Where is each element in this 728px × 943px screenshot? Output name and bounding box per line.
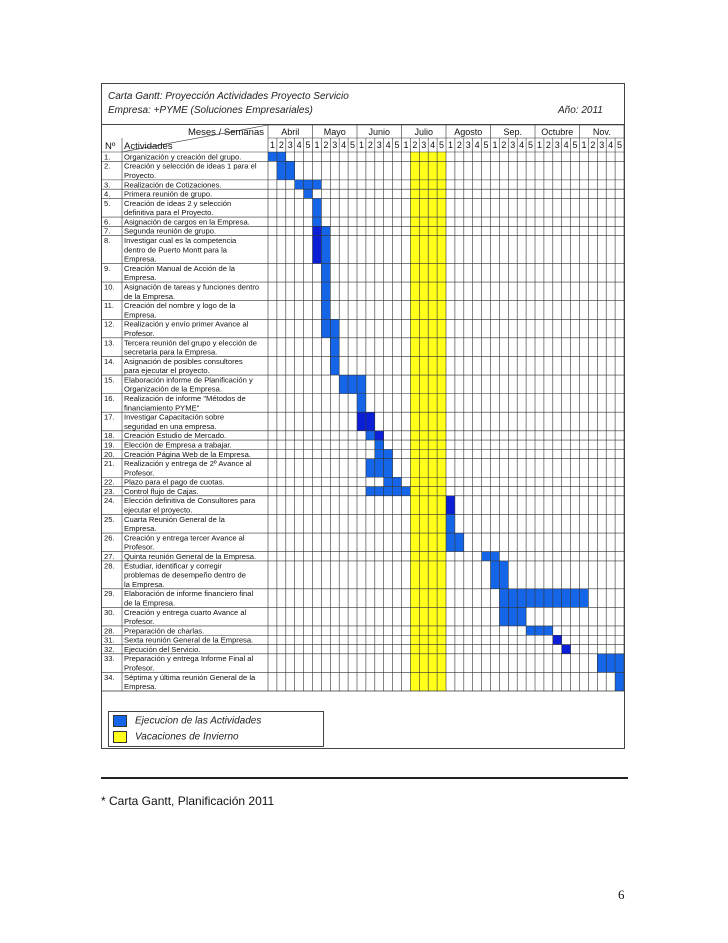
activity-label: Preparación y entrega Informe Final al xyxy=(124,654,254,664)
activity-bar xyxy=(313,198,322,217)
activity-bar xyxy=(535,589,544,608)
activity-label: Sexta reunión General de la Empresa. xyxy=(124,635,254,645)
activity-bar xyxy=(304,180,313,189)
activity-label: Creación del nombre y logo de la xyxy=(124,301,236,311)
activity-number: 24. xyxy=(104,496,115,506)
activity-bar xyxy=(295,180,304,189)
activity-bar xyxy=(357,375,366,394)
activity-bar xyxy=(446,514,455,533)
chart-subtitle: Empresa: +PYME (Soluciones Empresariales) xyxy=(108,105,313,116)
activity-label: Creación de ideas 2 y selección xyxy=(124,198,232,208)
activity-number: 3. xyxy=(104,180,111,190)
week-label: 3 xyxy=(421,140,427,150)
week-label: 2 xyxy=(323,140,329,150)
activity-label: para ejecutar el proyecto. xyxy=(124,366,210,376)
week-label: 3 xyxy=(287,140,293,150)
activity-label: Profesor. xyxy=(124,328,155,338)
activity-label: Quinta reunión General de la Empresa. xyxy=(124,552,257,562)
week-label: 4 xyxy=(563,140,569,150)
activity-bar xyxy=(597,654,606,673)
activity-number: 21. xyxy=(104,459,115,469)
activity-bar xyxy=(277,161,286,180)
week-label: 3 xyxy=(376,140,382,150)
activity-bar xyxy=(508,607,517,626)
activity-bar xyxy=(535,626,544,635)
week-label: 2 xyxy=(456,140,462,150)
activity-label: Asignación de posibles consultores xyxy=(124,356,243,366)
activity-label: Realización y envío primer Avance al xyxy=(124,319,249,329)
activity-label: Estudiar, identificar y corregir xyxy=(124,561,222,571)
activity-bar xyxy=(580,589,589,608)
activity-bar xyxy=(375,440,384,449)
activity-bar xyxy=(304,189,313,198)
week-label: 4 xyxy=(430,140,436,150)
legend-label-execution: Ejecucion de las Actividades xyxy=(135,715,262,727)
activity-bar xyxy=(544,626,553,635)
activity-bar xyxy=(402,487,411,496)
month-label: Nov. xyxy=(592,127,611,137)
activity-number: 29. xyxy=(104,589,115,599)
activity-bar xyxy=(491,552,500,561)
activity-label: Asignación de tareas y funciones dentro xyxy=(124,282,260,292)
activity-label: Investigar cual es la competencia xyxy=(124,236,237,246)
activity-number: 4. xyxy=(104,189,111,199)
activity-number: 18. xyxy=(104,431,115,441)
activity-bar xyxy=(606,654,615,673)
week-label: 3 xyxy=(332,140,338,150)
activity-label: la Empresa. xyxy=(124,579,165,589)
activity-bar xyxy=(384,477,393,486)
activity-bar xyxy=(384,459,393,478)
month-label: Sep. xyxy=(503,127,523,137)
week-label: 5 xyxy=(305,140,311,150)
activity-number: 16. xyxy=(104,394,115,404)
activity-label: Elaboración de informe financiero final xyxy=(124,589,254,599)
week-label: 3 xyxy=(465,140,471,150)
legend-item-execution xyxy=(113,715,261,727)
activity-bar xyxy=(375,487,384,496)
week-label: 5 xyxy=(439,140,445,150)
activity-label: Profesor. xyxy=(124,663,155,673)
activity-label: seguridad en una empresa. xyxy=(124,421,217,431)
activity-bar xyxy=(553,589,562,608)
week-label: 1 xyxy=(536,140,542,150)
legend xyxy=(108,711,324,747)
chart-year: Año: 2011 xyxy=(558,105,603,116)
activity-bar xyxy=(446,496,455,515)
activity-number: 28. xyxy=(104,561,115,571)
activity-number: 8. xyxy=(104,236,111,246)
gantt-grid xyxy=(102,84,624,704)
week-label: 5 xyxy=(528,140,534,150)
activity-bar xyxy=(508,589,517,608)
activity-label: Realización y entrega de 2º Avance al xyxy=(124,459,252,469)
legend-label-vacation: Vacaciones de Invierno xyxy=(135,731,239,743)
legend-swatch-execution xyxy=(113,715,127,727)
month-label: Mayo xyxy=(323,127,346,137)
week-label: 2 xyxy=(278,140,284,150)
activity-label: de la Empresa. xyxy=(124,291,176,301)
activity-number: 28. xyxy=(104,626,115,636)
activity-number: 19. xyxy=(104,440,115,450)
week-label: 1 xyxy=(358,140,364,150)
activity-label: Empresa. xyxy=(124,254,157,264)
activity-number: 1. xyxy=(104,152,111,162)
week-label: 1 xyxy=(269,140,275,150)
activity-label: Creación y entrega tercer Avance al xyxy=(124,533,245,543)
activity-bar xyxy=(499,589,508,608)
activity-bar xyxy=(321,301,330,320)
activity-label: Elección definitiva de Consultores para xyxy=(124,496,256,506)
activity-number: 14. xyxy=(104,356,115,366)
week-label: 5 xyxy=(617,140,623,150)
activity-number: 10. xyxy=(104,282,115,292)
activity-number: 9. xyxy=(104,263,111,273)
week-label: 4 xyxy=(519,140,525,150)
activity-bar xyxy=(393,477,402,486)
activity-bar xyxy=(313,180,322,189)
activity-bar xyxy=(321,226,330,235)
activity-bar xyxy=(330,319,339,338)
activity-bar xyxy=(357,394,366,413)
activity-number: 7. xyxy=(104,226,111,236)
activity-bar xyxy=(517,607,526,626)
activity-number: 34. xyxy=(104,672,115,682)
header-months-label: Meses / Semanas xyxy=(187,127,264,138)
week-label: 2 xyxy=(590,140,596,150)
week-label: 5 xyxy=(483,140,489,150)
month-label: Octubre xyxy=(541,127,574,137)
activity-label: Plazo para el pago de cuotas. xyxy=(124,477,225,487)
activity-bar xyxy=(375,431,384,440)
activity-number: 2. xyxy=(104,161,111,171)
activity-label: Creación Manual de Acción de la xyxy=(124,263,236,273)
footnote: * Carta Gantt, Planificación 2011 xyxy=(101,794,275,808)
activity-bar xyxy=(571,589,580,608)
activity-label: Profesor. xyxy=(124,468,155,478)
activity-number: 17. xyxy=(104,412,115,422)
activity-bar xyxy=(366,431,375,440)
activity-bar xyxy=(526,589,535,608)
activity-bar xyxy=(321,282,330,301)
activity-label: Ejecución del Servicio. xyxy=(124,644,201,654)
activity-bar xyxy=(313,217,322,226)
activity-label: Empresa. xyxy=(124,273,157,283)
activity-bar xyxy=(339,375,348,394)
activity-bar xyxy=(375,459,384,478)
activity-label: secretaria para la Empresa. xyxy=(124,347,218,357)
activity-label: Profesor. xyxy=(124,617,155,627)
week-label: 3 xyxy=(510,140,516,150)
activity-number: 30. xyxy=(104,607,115,617)
activity-number: 15. xyxy=(104,375,115,385)
week-label: 5 xyxy=(572,140,578,150)
activity-label: Preparación de charlas. xyxy=(124,626,205,636)
activity-number: 25. xyxy=(104,514,115,524)
week-label: 4 xyxy=(474,140,480,150)
week-label: 4 xyxy=(608,140,614,150)
activity-bar xyxy=(393,487,402,496)
legend-swatch-vacation xyxy=(113,731,127,743)
activity-number: 33. xyxy=(104,654,115,664)
activity-bar xyxy=(615,672,624,691)
activity-label: Empresa. xyxy=(124,310,157,320)
activity-bar xyxy=(482,552,491,561)
month-label: Agosto xyxy=(454,127,483,137)
activity-label: Organización y creación del grupo. xyxy=(124,152,242,162)
activity-number: 26. xyxy=(104,533,115,543)
activity-label: financiamiento PYME" xyxy=(124,403,200,413)
activity-label: Realización de informe "Métodos de xyxy=(124,394,246,404)
month-label: Julio xyxy=(414,127,434,137)
activity-bar xyxy=(499,607,508,626)
week-label: 3 xyxy=(599,140,605,150)
activity-bar xyxy=(321,319,330,338)
week-label: 1 xyxy=(447,140,453,150)
activity-bar xyxy=(384,487,393,496)
activity-label: Creación Estudio de Mercado. xyxy=(124,431,227,441)
activity-label: Proyecto. xyxy=(124,170,157,180)
activity-bar xyxy=(553,635,562,644)
activity-bar xyxy=(615,654,624,673)
week-label: 4 xyxy=(341,140,347,150)
activity-number: 22. xyxy=(104,477,115,487)
activity-label: Elaboración informe de Planificación y xyxy=(124,375,253,385)
activity-label: Creación y entrega cuarto Avance al xyxy=(124,607,247,617)
activity-bar xyxy=(544,589,553,608)
activity-bar xyxy=(277,152,286,161)
week-label: 5 xyxy=(350,140,356,150)
activity-bar xyxy=(366,487,375,496)
activity-number: 20. xyxy=(104,449,115,459)
activity-label: de la Empresa. xyxy=(124,598,176,608)
activity-label: Creación Página Web de la Empresa. xyxy=(124,449,251,459)
week-label: 3 xyxy=(554,140,560,150)
activity-bar xyxy=(446,533,455,552)
footer-rule xyxy=(101,777,628,779)
activity-label: Organización de la Empresa. xyxy=(124,384,222,394)
activity-number: 27. xyxy=(104,552,115,562)
activity-bar xyxy=(491,561,500,589)
week-label: 2 xyxy=(367,140,373,150)
activity-label: Segunda reunión de grupo. xyxy=(124,226,217,236)
activity-bar xyxy=(517,589,526,608)
header-activities-label: Actividades xyxy=(124,141,173,152)
activity-bar xyxy=(366,412,375,431)
activity-label: Séptima y última reunión General de la xyxy=(124,672,256,682)
week-label: 2 xyxy=(412,140,418,150)
activity-number: 11. xyxy=(104,301,114,311)
activity-bar xyxy=(357,412,366,431)
activity-label: Realización de Cotizaciones. xyxy=(124,180,222,190)
month-label: Abril xyxy=(281,127,300,137)
activity-number: 12. xyxy=(104,319,115,329)
activity-label: Control flujo de Cajas. xyxy=(124,486,199,496)
activity-bar xyxy=(268,152,277,161)
activity-bar xyxy=(366,459,375,478)
activity-label: Primera reunión de grupo. xyxy=(124,189,213,199)
week-label: 4 xyxy=(296,140,302,150)
week-label: 4 xyxy=(385,140,391,150)
week-label: 5 xyxy=(394,140,400,150)
activity-label: Empresa. xyxy=(124,524,157,534)
activity-bar xyxy=(321,264,330,283)
activity-number: 32. xyxy=(104,644,115,654)
activity-label: Tercera reunión del grupo y elección de xyxy=(124,338,257,348)
activity-bar xyxy=(375,449,384,458)
activity-label: Creación y selección de ideas 1 para el xyxy=(124,161,257,171)
activity-label: Profesor. xyxy=(124,542,155,552)
activity-label: Empresa. xyxy=(124,682,157,692)
activity-bar xyxy=(286,161,295,180)
activity-label: dentro de Puerto Montt para la xyxy=(124,245,228,255)
week-label: 1 xyxy=(581,140,587,150)
week-label: 2 xyxy=(545,140,551,150)
activity-bar xyxy=(455,533,464,552)
activity-bar xyxy=(384,449,393,458)
activity-number: 6. xyxy=(104,217,111,227)
week-label: 1 xyxy=(492,140,498,150)
legend-item-vacation xyxy=(113,731,239,743)
activity-label: definitiva para el Proyecto. xyxy=(124,208,214,218)
activity-label: ejecutar el proyecto. xyxy=(124,505,193,515)
activity-bar xyxy=(562,589,571,608)
gantt-chart-figure xyxy=(101,83,625,749)
activity-label: Elección de Empresa a trabajar. xyxy=(124,440,232,450)
activity-number: 5. xyxy=(104,198,111,208)
page-number: 6 xyxy=(618,887,625,902)
activity-number: 13. xyxy=(104,338,115,348)
activity-number: 23. xyxy=(104,486,115,496)
activity-label: Investigar Capacitación sobre xyxy=(124,412,225,422)
activity-bar xyxy=(313,226,322,235)
activity-bar xyxy=(562,645,571,654)
activity-label: Asignación de cargos en la Empresa. xyxy=(124,217,250,227)
header-no-label: Nº xyxy=(105,141,116,152)
activity-bar xyxy=(330,356,339,375)
month-label: Junio xyxy=(368,127,391,137)
week-label: 2 xyxy=(501,140,507,150)
week-label: 1 xyxy=(403,140,409,150)
activity-bar xyxy=(348,375,357,394)
activity-bar xyxy=(330,338,339,357)
activity-label: problemas de desempeño dentro de xyxy=(124,570,247,580)
activity-bar xyxy=(321,236,330,264)
activity-label: Cuarta Reunión General de la xyxy=(124,514,225,524)
chart-title: Carta Gantt: Proyección Actividades Proyecto Servicio xyxy=(108,91,349,102)
activity-number: 31. xyxy=(104,635,115,645)
activity-bar xyxy=(313,236,322,264)
activity-bar xyxy=(499,561,508,589)
week-label: 1 xyxy=(314,140,320,150)
activity-bar xyxy=(526,626,535,635)
